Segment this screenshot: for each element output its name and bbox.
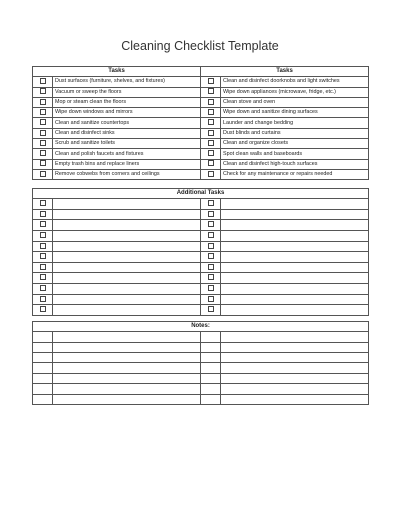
table-row xyxy=(33,77,369,87)
note-cell xyxy=(33,384,53,394)
task-label: Remove cobwebs from corners and ceilings xyxy=(53,169,201,179)
checkbox[interactable] xyxy=(208,253,214,259)
task-label: Empty trash bins and replace liners xyxy=(53,159,201,169)
note-cell xyxy=(201,363,221,373)
table-row xyxy=(33,294,369,305)
checkbox[interactable] xyxy=(208,285,214,291)
tasks-left-header: Tasks xyxy=(33,67,201,77)
note-entry[interactable] xyxy=(221,384,369,394)
additional-task-entry[interactable] xyxy=(221,284,369,295)
checkbox-cell xyxy=(201,128,221,138)
checkbox-cell xyxy=(201,118,221,128)
note-cell xyxy=(33,353,53,363)
checkbox-cell xyxy=(33,231,53,242)
note-entry[interactable] xyxy=(53,353,201,363)
checkbox[interactable] xyxy=(208,160,214,166)
task-label: Clean and disinfect high-touch surfaces xyxy=(221,159,369,169)
checkbox-cell xyxy=(33,149,53,159)
task-label: Clean and organize closets xyxy=(221,139,369,149)
task-label: Wipe down and sanitize dining surfaces xyxy=(221,108,369,118)
checkbox[interactable] xyxy=(40,119,46,125)
additional-task-entry[interactable] xyxy=(221,220,369,231)
additional-task-entry[interactable] xyxy=(53,241,201,252)
checkbox[interactable] xyxy=(40,253,46,259)
checkbox[interactable] xyxy=(40,160,46,166)
note-entry[interactable] xyxy=(221,332,369,342)
checkbox[interactable] xyxy=(208,88,214,94)
checkbox-cell xyxy=(33,305,53,316)
checkbox-cell xyxy=(201,199,221,210)
table-row xyxy=(33,97,369,107)
checkbox-cell xyxy=(201,149,221,159)
additional-tasks-table xyxy=(32,188,369,316)
task-label: Check for any maintenance or repairs needed xyxy=(221,169,369,179)
additional-task-entry[interactable] xyxy=(53,284,201,295)
note-entry[interactable] xyxy=(221,394,369,404)
task-label: Spot clean walls and baseboards xyxy=(221,149,369,159)
table-row xyxy=(33,169,369,179)
table-row xyxy=(33,284,369,295)
table-row xyxy=(33,108,369,118)
task-label: Wipe down appliances (microwave, fridge, etc.) xyxy=(221,87,369,97)
tasks-table xyxy=(32,66,369,180)
table-row xyxy=(33,252,369,263)
table-row xyxy=(33,363,369,373)
additional-task-entry[interactable] xyxy=(221,209,369,220)
task-label: Clean and polish faucets and fixtures xyxy=(53,149,201,159)
additional-task-entry[interactable] xyxy=(221,294,369,305)
table-row xyxy=(33,128,369,138)
checkbox-cell xyxy=(33,294,53,305)
notes-table xyxy=(32,321,369,405)
note-cell xyxy=(201,394,221,404)
task-label: Dust surfaces (furniture, shelves, and fixtures) xyxy=(53,77,201,87)
checkbox-cell xyxy=(201,77,221,87)
task-label: Clean and disinfect doorknobs and light switches xyxy=(221,77,369,87)
checkbox[interactable] xyxy=(208,109,214,115)
table-row xyxy=(33,332,369,342)
checkbox-cell xyxy=(33,159,53,169)
checkbox-cell xyxy=(201,209,221,220)
note-entry[interactable] xyxy=(53,363,201,373)
checkbox[interactable] xyxy=(208,221,214,227)
additional-tasks-header: Additional Tasks xyxy=(33,189,369,199)
checkbox[interactable] xyxy=(208,150,214,156)
checkbox[interactable] xyxy=(40,264,46,270)
checkbox-cell xyxy=(201,231,221,242)
table-row xyxy=(33,241,369,252)
table-row xyxy=(33,384,369,394)
checkbox[interactable] xyxy=(208,119,214,125)
additional-task-entry[interactable] xyxy=(53,220,201,231)
checkbox[interactable] xyxy=(40,274,46,280)
checkbox[interactable] xyxy=(40,200,46,206)
table-row xyxy=(33,353,369,363)
checkbox-cell xyxy=(33,262,53,273)
checkbox-cell xyxy=(201,262,221,273)
checkbox-cell xyxy=(33,108,53,118)
checkbox-cell xyxy=(201,159,221,169)
task-label: Clean and sanitize countertops xyxy=(53,118,201,128)
note-cell xyxy=(201,373,221,383)
note-entry[interactable] xyxy=(53,384,201,394)
table-row xyxy=(33,231,369,242)
checkbox[interactable] xyxy=(40,221,46,227)
additional-task-entry[interactable] xyxy=(53,294,201,305)
additional-task-entry[interactable] xyxy=(221,241,369,252)
checkbox[interactable] xyxy=(208,99,214,105)
checkbox[interactable] xyxy=(208,306,214,312)
table-row xyxy=(33,87,369,97)
note-entry[interactable] xyxy=(53,373,201,383)
note-entry[interactable] xyxy=(53,342,201,352)
additional-task-entry[interactable] xyxy=(53,199,201,210)
checkbox-cell xyxy=(33,273,53,284)
table-row xyxy=(33,262,369,273)
checkbox[interactable] xyxy=(208,243,214,249)
additional-task-entry[interactable] xyxy=(221,273,369,284)
task-label: Mop or steam clean the floors xyxy=(53,97,201,107)
additional-task-entry[interactable] xyxy=(53,252,201,263)
note-cell xyxy=(33,363,53,373)
additional-task-entry[interactable] xyxy=(53,231,201,242)
checkbox-cell xyxy=(201,294,221,305)
table-row xyxy=(33,305,369,316)
checkbox-cell xyxy=(201,87,221,97)
additional-task-entry[interactable] xyxy=(53,305,201,316)
checkbox[interactable] xyxy=(40,78,46,84)
checkbox-cell xyxy=(201,139,221,149)
checkbox[interactable] xyxy=(40,109,46,115)
checkbox[interactable] xyxy=(208,296,214,302)
table-row xyxy=(33,273,369,284)
checkbox-cell xyxy=(33,139,53,149)
checkbox[interactable] xyxy=(208,140,214,146)
note-cell xyxy=(33,373,53,383)
checkbox-cell xyxy=(201,220,221,231)
note-entry[interactable] xyxy=(53,394,201,404)
checkbox-cell xyxy=(201,169,221,179)
checkbox[interactable] xyxy=(40,88,46,94)
table-row xyxy=(33,342,369,352)
task-label: Launder and change bedding xyxy=(221,118,369,128)
checkbox-cell xyxy=(33,252,53,263)
table-row xyxy=(33,209,369,220)
checkbox[interactable] xyxy=(40,140,46,146)
notes-header: Notes: xyxy=(33,322,369,332)
checkbox-cell xyxy=(201,108,221,118)
note-cell xyxy=(201,384,221,394)
checkbox-cell xyxy=(201,241,221,252)
checkbox-cell xyxy=(33,220,53,231)
table-row xyxy=(33,373,369,383)
checkbox-cell xyxy=(33,169,53,179)
checkbox-cell xyxy=(33,284,53,295)
checkbox-cell xyxy=(33,128,53,138)
checkbox[interactable] xyxy=(208,274,214,280)
checkbox[interactable] xyxy=(208,200,214,206)
checkbox-cell xyxy=(201,97,221,107)
checkbox[interactable] xyxy=(40,296,46,302)
checkbox-cell xyxy=(33,199,53,210)
checkbox[interactable] xyxy=(40,99,46,105)
task-label: Clean and disinfect sinks xyxy=(53,128,201,138)
note-entry[interactable] xyxy=(221,363,369,373)
checkbox-cell xyxy=(33,77,53,87)
checkbox[interactable] xyxy=(208,211,214,217)
additional-task-entry[interactable] xyxy=(221,199,369,210)
table-row xyxy=(33,139,369,149)
checkbox[interactable] xyxy=(40,150,46,156)
checkbox-cell xyxy=(201,284,221,295)
page-title: Cleaning Checklist Template xyxy=(121,39,279,53)
note-cell xyxy=(33,342,53,352)
checkbox[interactable] xyxy=(208,130,214,136)
checkbox-cell xyxy=(33,118,53,128)
note-cell xyxy=(33,394,53,404)
task-label: Scrub and sanitize toilets xyxy=(53,139,201,149)
checkbox[interactable] xyxy=(40,130,46,136)
note-entry[interactable] xyxy=(221,342,369,352)
task-label: Clean stove and oven xyxy=(221,97,369,107)
note-cell xyxy=(33,332,53,342)
checkbox-cell xyxy=(33,87,53,97)
checkbox[interactable] xyxy=(40,211,46,217)
note-entry[interactable] xyxy=(221,353,369,363)
checkbox[interactable] xyxy=(208,232,214,238)
additional-task-entry[interactable] xyxy=(221,305,369,316)
checkbox[interactable] xyxy=(40,232,46,238)
checkbox-cell xyxy=(33,209,53,220)
additional-task-entry[interactable] xyxy=(221,231,369,242)
tasks-right-header: Tasks xyxy=(201,67,369,77)
checkbox-cell xyxy=(201,305,221,316)
table-row xyxy=(33,199,369,210)
checkbox-cell xyxy=(33,97,53,107)
note-entry[interactable] xyxy=(53,332,201,342)
additional-task-entry[interactable] xyxy=(221,262,369,273)
table-row xyxy=(33,220,369,231)
checkbox[interactable] xyxy=(40,306,46,312)
task-label: Dust blinds and curtains xyxy=(221,128,369,138)
checkbox-cell xyxy=(201,252,221,263)
task-label: Wipe down windows and mirrors xyxy=(53,108,201,118)
table-row xyxy=(33,118,369,128)
task-label: Vacuum or sweep the floors xyxy=(53,87,201,97)
table-row xyxy=(33,394,369,404)
checkbox[interactable] xyxy=(40,243,46,249)
additional-task-entry[interactable] xyxy=(53,262,201,273)
checkbox-cell xyxy=(33,241,53,252)
additional-task-entry[interactable] xyxy=(221,252,369,263)
table-row xyxy=(33,159,369,169)
note-cell xyxy=(201,342,221,352)
checkbox-cell xyxy=(201,273,221,284)
checkbox[interactable] xyxy=(40,171,46,177)
checkbox[interactable] xyxy=(208,171,214,177)
additional-task-entry[interactable] xyxy=(53,273,201,284)
checkbox[interactable] xyxy=(208,78,214,84)
note-cell xyxy=(201,353,221,363)
checkbox[interactable] xyxy=(40,285,46,291)
note-entry[interactable] xyxy=(221,373,369,383)
additional-task-entry[interactable] xyxy=(53,209,201,220)
table-row xyxy=(33,149,369,159)
note-cell xyxy=(201,332,221,342)
checkbox[interactable] xyxy=(208,264,214,270)
